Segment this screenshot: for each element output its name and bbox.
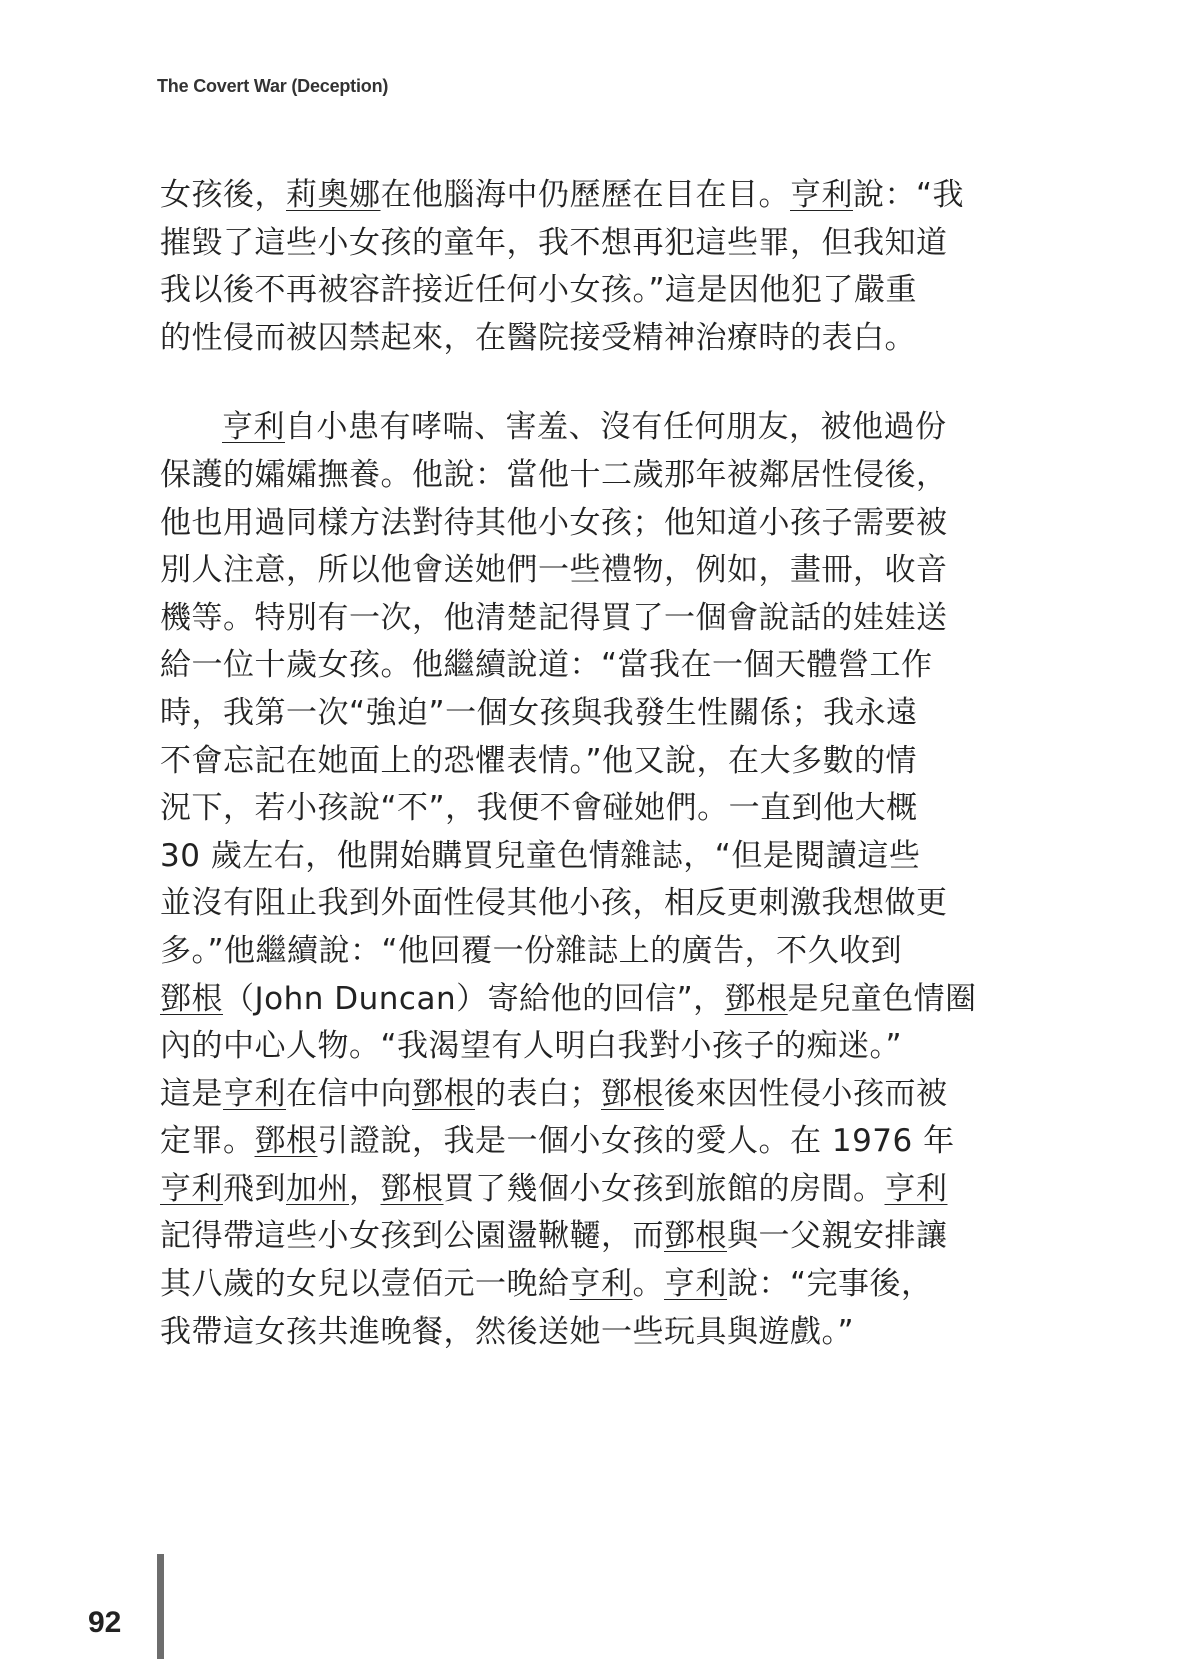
underlined-name: 亨利	[222, 409, 285, 446]
paragraph	[160, 404, 1013, 1356]
underlined-name: 亨利	[790, 177, 853, 213]
paragraph	[160, 172, 1013, 362]
underlined-name: 鄧根	[664, 1218, 727, 1255]
text-line	[160, 642, 1013, 690]
text-segment: 這是	[160, 1075, 223, 1112]
underlined-name: 加州	[286, 1170, 349, 1207]
text-line	[160, 500, 1013, 548]
underlined-name: 亨利	[884, 1170, 948, 1207]
text-segment: 我以後不再被容許接近任何小女孩。”這是因他犯了嚴重	[160, 272, 918, 309]
text-line	[160, 1309, 1013, 1357]
text-line	[160, 1213, 1013, 1261]
text-segment: 。	[632, 1266, 664, 1303]
text-segment: 我帶這女孩共進晚餐，然後送她一些玩具與遊戲。”	[160, 1313, 855, 1350]
text-line	[160, 690, 1013, 738]
text-segment: 30 歲左右，他開始購買兒童色情雜誌，“但是閱讀這些	[160, 837, 921, 874]
text-segment: 內的中心人物。“我渴望有人明白我對小孩子的痴迷。”	[160, 1028, 903, 1065]
underlined-name: 鄧根	[601, 1075, 664, 1112]
text-segment: 買了幾個小女孩到旅館的房間。	[443, 1170, 885, 1207]
underlined-name: 亨利	[569, 1266, 633, 1303]
text-segment: 女孩後，	[160, 177, 286, 213]
text-segment: （John Duncan）寄給他的回信”，	[223, 980, 725, 1017]
paragraph-gap	[160, 362, 1013, 404]
text-segment: 機等。特別有一次，他清楚記得買了一個會說話的娃娃送	[160, 599, 948, 636]
text-segment: 給一位十歲女孩。他繼續說道：“當我在一個天體營工作	[160, 647, 933, 684]
text-line	[160, 976, 1013, 1024]
text-line	[160, 595, 1013, 643]
text-segment: 並沒有阻止我到外面性侵其他小孩，相反更刺激我想做更	[160, 885, 948, 922]
text-segment: 後來因性侵小孩而被	[664, 1075, 948, 1112]
text-segment: 在他腦海中仍歷歷在目在目。	[380, 177, 790, 213]
text-segment: 飛到	[223, 1170, 286, 1207]
underlined-name: 亨利	[160, 1170, 223, 1207]
underlined-name: 鄧根	[254, 1123, 318, 1160]
text-line	[160, 267, 1013, 315]
text-segment: 與一父親安排讓	[727, 1218, 948, 1255]
text-line	[160, 452, 1013, 500]
text-segment: 說：“完事後，	[727, 1266, 933, 1303]
underlined-name: 莉奧娜	[286, 177, 381, 213]
text-segment: 時，我第一次“強迫”一個女孩與我發生性關係；我永遠	[160, 694, 918, 731]
underlined-name: 亨利	[223, 1075, 286, 1112]
text-segment: 保護的孀孀撫養。他說：當他十二歲那年被鄰居性侵後，	[160, 456, 948, 493]
text-line	[160, 833, 1013, 881]
underlined-name: 鄧根	[412, 1075, 475, 1112]
text-segment: 的表白；	[475, 1075, 601, 1112]
text-segment: 況下，若小孩說“不”，我便不會碰她們。一直到他大概	[160, 790, 918, 827]
underlined-name: 鄧根	[160, 980, 223, 1017]
text-line	[160, 404, 1013, 452]
text-line	[160, 220, 1013, 268]
text-line	[160, 1071, 1013, 1119]
text-segment: 引證說，我是一個小女孩的愛人。在 1976 年	[317, 1123, 955, 1160]
text-segment: 的性侵而被囚禁起來，在醫院接受精神治療時的表白。	[160, 319, 916, 356]
text-segment: 定罪。	[160, 1123, 255, 1160]
text-line	[160, 1261, 1013, 1309]
text-segment: 其八歲的女兒以壹佰元一晚給	[160, 1266, 570, 1303]
underlined-name: 鄧根	[380, 1170, 444, 1207]
text-line	[160, 315, 1013, 363]
running-header-title: The Covert War (Deception)	[157, 76, 389, 96]
page-number-rule	[157, 1554, 164, 1659]
text-line	[160, 738, 1013, 786]
text-segment: 摧毀了這些小女孩的童年，我不想再犯這些罪，但我知道	[160, 224, 948, 261]
text-segment: 記得帶這些小女孩到公園盪鞦韆，而	[160, 1218, 664, 1255]
text-line	[160, 1166, 1013, 1214]
text-segment: 在信中向	[286, 1075, 412, 1112]
text-line	[160, 547, 1013, 595]
text-segment: 他也用過同樣方法對待其他小女孩；他知道小孩子需要被	[160, 504, 948, 541]
text-line	[160, 1023, 1013, 1071]
text-segment: 不會忘記在她面上的恐懼表情。”他又說，在大多數的情	[160, 742, 918, 779]
text-segment: 多。”他繼續說：“他回覆一份雜誌上的廣告，不久收到	[160, 932, 903, 969]
text-segment: 別人注意，所以他會送她們一些禮物，例如，畫冊，收音	[160, 552, 948, 589]
underlined-name: 亨利	[664, 1266, 727, 1303]
text-segment: ，	[349, 1170, 381, 1207]
underlined-name: 鄧根	[724, 980, 788, 1017]
text-line	[160, 928, 1013, 976]
text-segment: 自小患有哮喘、害羞、沒有任何朋友，被他過份	[285, 409, 947, 446]
text-line	[160, 785, 1013, 833]
page-number: 92	[88, 1606, 122, 1639]
text-line	[160, 1118, 1013, 1166]
text-line	[160, 880, 1013, 928]
body-text	[160, 172, 1013, 1356]
text-segment: 說：“我	[853, 177, 965, 213]
text-segment: 是兒童色情圈	[787, 980, 977, 1017]
text-line	[160, 172, 1013, 220]
